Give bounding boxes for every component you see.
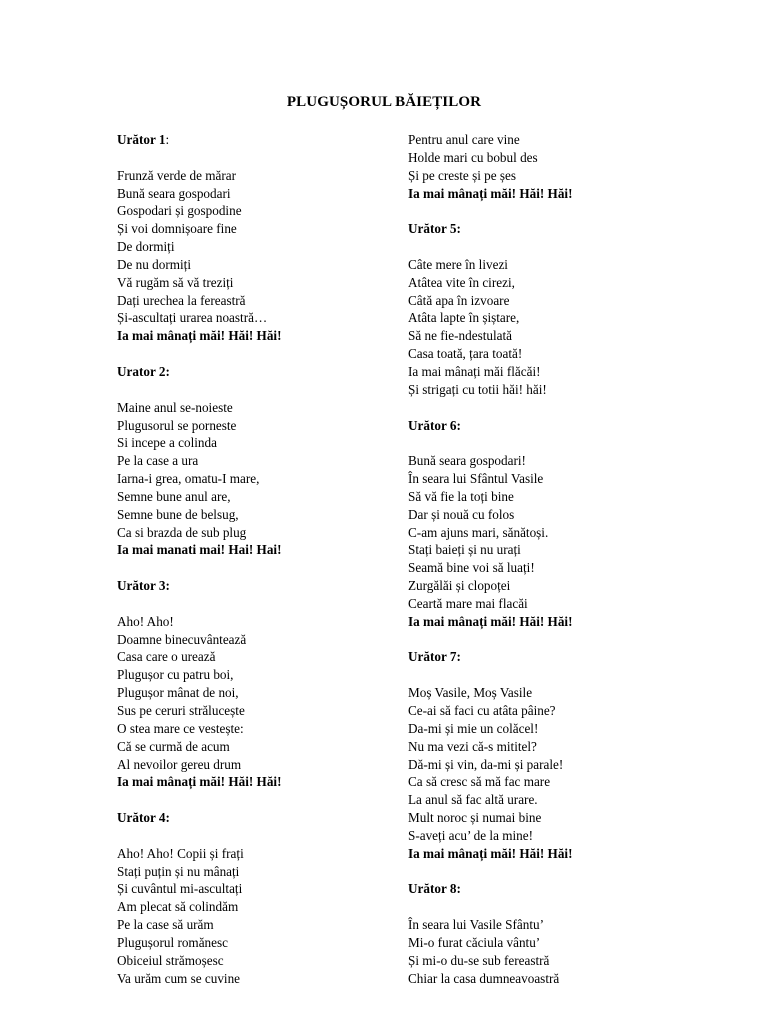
verse-line: Ceartă mare mai flacăi	[408, 595, 528, 611]
verse-line: Ca si brazda de sub plug	[117, 524, 247, 540]
verse-heading: Urător 7:	[408, 649, 461, 665]
blank-line	[408, 666, 708, 684]
verse-line: Ca să cresc să mă fac mare	[408, 774, 551, 790]
page-title: PLUGUȘORUL BĂIEȚILOR	[286, 94, 482, 110]
verse-line: Gospodari și gospodine	[117, 203, 242, 219]
verse-line: Casa care o urează	[117, 649, 216, 665]
blank-line	[117, 381, 387, 399]
blank-line	[408, 631, 708, 649]
verse-line: Plugușorul romănesc	[117, 934, 228, 950]
refrain-line: Ia mai mânați măi! Hăi! Hăi!	[408, 185, 573, 201]
verse-line: Și cuvântul mi-ascultați	[117, 881, 243, 897]
verse-line: Stați baieți și nu urați	[408, 542, 521, 558]
verse-line: Obiceiul strămoșesc	[117, 952, 224, 968]
verse-line: Aho! Aho!	[117, 613, 174, 629]
verse-line: Plugusorul se porneste	[117, 417, 237, 433]
blank-line	[408, 434, 708, 452]
verse-line: Da-mi și mie un colăcel!	[408, 720, 539, 736]
verse-line: Atâta lapte în șiștare,	[408, 310, 520, 326]
blank-line	[117, 827, 387, 845]
verse-line: Al nevoilor gereu drum	[117, 756, 242, 772]
refrain-line: Ia mai mânați măi! Hăi! Hăi!	[408, 845, 573, 861]
verse-line: Dați urechea la fereastră	[117, 292, 246, 308]
verse-line: Și mi-o du-se sub fereastră	[408, 952, 550, 968]
verse-line: Casa toată, țara toată!	[408, 346, 523, 362]
heading-colon: :	[165, 132, 170, 147]
blank-line	[408, 399, 708, 417]
verse-line: Câte mere în livezi	[408, 256, 508, 272]
verse-line: Nu ma vezi că-s mititel?	[408, 738, 537, 754]
verse-line: Zurgălăi și clopoței	[408, 578, 511, 594]
verse-line: Semne bune anul are,	[117, 488, 231, 504]
blank-line	[408, 202, 708, 220]
verse-line: Să ne fie-ndestulată	[408, 328, 512, 344]
refrain-line: Ia mai mânați măi! Hăi! Hăi!	[408, 613, 573, 629]
verse-line: Va urăm cum se cuvine	[117, 970, 241, 986]
verse-line: Am plecat să colindăm	[117, 899, 239, 915]
verse-line: În seara lui Vasile Sfântu’	[408, 917, 544, 933]
verse-heading: Urător 6:	[408, 417, 461, 433]
left-column	[117, 131, 387, 988]
verse-heading: Urător 4:	[117, 810, 170, 826]
verse-line: În seara lui Sfântul Vasile	[408, 471, 544, 487]
verse-heading	[117, 131, 387, 149]
verse-line: Pentru anul care vine	[408, 132, 520, 147]
verse-line: Frunză verde de mărar	[117, 167, 236, 183]
verse-line: Iarna-i grea, omatu-I mare,	[117, 471, 260, 487]
verse-line: Ce-ai să faci cu atâta pâine?	[408, 703, 556, 718]
blank-line	[408, 898, 708, 916]
verse-line: Și strigați cu totii hăi! hăi!	[408, 381, 547, 397]
blank-line	[117, 559, 387, 577]
verse-line: Moș Vasile, Moș Vasile	[408, 685, 533, 701]
verse-line: Atâtea vite în cirezi,	[408, 274, 515, 290]
verse-line: Maine anul se-noieste	[117, 399, 233, 415]
verse-line: Mult noroc și numai bine	[408, 810, 542, 826]
refrain-line: Ia mai mânați măi! Hăi! Hăi!	[117, 774, 282, 790]
blank-line	[117, 149, 387, 167]
verse-line: Seamă bine voi să luați!	[408, 560, 535, 576]
blank-line	[408, 238, 708, 256]
verse-line: Bună seara gospodari	[117, 185, 231, 201]
verse-line: Bună seara gospodari!	[408, 453, 526, 469]
refrain-line: Ia mai manati mai! Hai! Hai!	[117, 542, 282, 558]
verse-line: Să vă fie la toți bine	[408, 488, 514, 504]
verse-line: Sus pe ceruri strălucește	[117, 703, 245, 718]
right-column	[408, 131, 708, 988]
verse-line: Chiar la casa dumneavoastră	[408, 970, 560, 986]
verse-line: Și pe creste și pe șes	[408, 167, 517, 183]
verse-line: Și-ascultați urarea noastră…	[117, 310, 268, 326]
verse-line: Si incepe a colinda	[117, 435, 217, 451]
verse-line: Aho! Aho! Copii și frați	[117, 845, 244, 861]
blank-line	[117, 595, 387, 613]
verse-line: Câtă apa în izvoare	[408, 292, 510, 308]
verse-line: De nu dormiți	[117, 256, 191, 272]
blank-line	[117, 791, 387, 809]
verse-line: Că se curmă de acum	[117, 738, 230, 754]
verse-heading: Urător 3:	[117, 578, 170, 594]
verse-line: S-aveți acu’ de la mine!	[408, 827, 533, 843]
verse-line: O stea mare ce vestește:	[117, 720, 244, 736]
verse-line: La anul să fac altă urare.	[408, 792, 538, 808]
verse-line: Și voi domnișoare fine	[117, 221, 237, 237]
refrain-line: Ia mai mânați măi! Hăi! Hăi!	[117, 328, 282, 344]
heading-text: Urător 1	[117, 132, 166, 147]
blank-line	[408, 863, 708, 881]
verse-line: Stați puțin și nu mânați	[117, 863, 240, 879]
verse-heading: Urător 8:	[408, 881, 461, 897]
verse-line: Plugușor cu patru boi,	[117, 667, 234, 683]
verse-heading: Urator 2:	[117, 363, 170, 379]
verse-line: Pe la case a ura	[117, 453, 199, 469]
verse-line: Plugușor mânat de noi,	[117, 685, 239, 701]
verse-line: Pe la case să urăm	[117, 917, 214, 933]
verse-line: Mi-o furat căciula vântu’	[408, 934, 541, 950]
verse-line: Dar și nouă cu folos	[408, 506, 515, 522]
verse-line: Holde mari cu bobul des	[408, 149, 538, 165]
verse-heading: Urător 5:	[408, 221, 461, 237]
verse-line: Ia mai mânați măi flăcăi!	[408, 363, 541, 379]
verse-line: Semne bune de belsug,	[117, 506, 239, 522]
verse-line: Doamne binecuvântează	[117, 631, 247, 647]
verse-line: De dormiți	[117, 239, 175, 255]
verse-line: Vă rugăm să vă treziți	[117, 274, 234, 290]
blank-line	[117, 345, 387, 363]
verse-line: C-am ajuns mari, sănătoși.	[408, 524, 549, 540]
verse-line: Dă-mi și vin, da-mi și parale!	[408, 756, 564, 772]
